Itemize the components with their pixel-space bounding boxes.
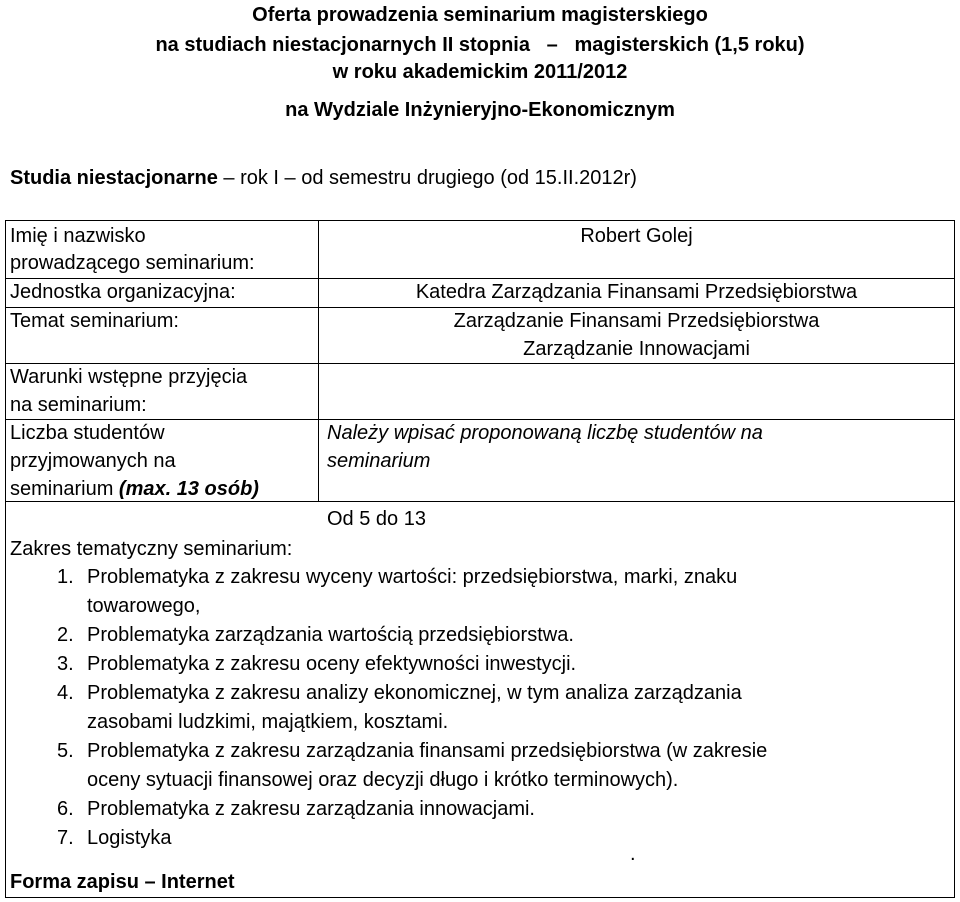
scope-item-text: Problematyka z zakresu oceny efektywności inwestycji.	[87, 653, 577, 675]
scope-item-number: 6.	[57, 798, 74, 820]
scope-item	[57, 650, 947, 679]
title-line-2-prefix: na studiach niestacjonarnych II stopnia	[155, 34, 530, 56]
study-mode-line	[10, 164, 637, 192]
scope-item-text: Problematyka z zakresu zarządzania finansami przedsiębiorstwa (w zakresie	[87, 740, 768, 762]
topic-value-2: Zarządzanie Innowacjami	[523, 338, 750, 360]
faculty-line: na Wydziale Inżynieryjno-Ekonomicznym	[285, 99, 675, 121]
scope-item-number: 5.	[57, 740, 74, 762]
title-line-3: w roku akademickim 2011/2012	[332, 61, 628, 83]
prerequisites-label-1: Warunki wstępne przyjęcia	[10, 366, 248, 388]
student-count-hint-2: seminarium	[327, 450, 431, 472]
scope-item	[57, 563, 947, 621]
scope-item-text: Problematyka z zakresu analizy ekonomicznej, w tym analiza zarządzania	[87, 682, 742, 704]
prerequisites-label-2: na seminarium:	[10, 394, 147, 416]
scope-item	[57, 679, 947, 737]
unit-label: Jednostka organizacyjna:	[10, 281, 236, 303]
title-line-1: Oferta prowadzenia seminarium magisterskiego	[252, 4, 708, 26]
title-line-2	[0, 30, 960, 60]
trailing-dot: .	[630, 843, 636, 865]
student-count-label-3a: seminarium	[10, 478, 119, 500]
scope-item-text-cont: towarowego,	[87, 595, 201, 617]
supervisor-name: Robert Golej	[580, 225, 693, 247]
student-count-label-3	[10, 475, 259, 503]
scope-item-text: Problematyka z zakresu zarządzania innowacjami.	[87, 798, 535, 820]
student-count-value: Od 5 do 13	[327, 508, 426, 530]
scope-item-text: Logistyka	[87, 827, 172, 849]
scope-item-number: 1.	[57, 566, 74, 588]
study-mode-bold: Studia niestacjonarne	[10, 167, 218, 189]
topic-value-1: Zarządzanie Finansami Przedsiębiorstwa	[453, 310, 820, 332]
scope-item	[57, 737, 947, 795]
enrollment-method: Forma zapisu – Internet	[10, 871, 235, 893]
scope-item-number: 2.	[57, 624, 74, 646]
scope-item	[57, 621, 947, 650]
scope-item-text-cont: oceny sytuacji finansowej oraz decyzji długo i krótko terminowych).	[87, 769, 679, 791]
supervisor-label-1: Imię i nazwisko	[10, 225, 146, 247]
scope-item-number: 4.	[57, 682, 74, 704]
scope-item-number: 3.	[57, 653, 74, 675]
student-count-hint-1: Należy wpisać proponowaną liczbę studentów na	[327, 422, 763, 444]
scope-label: Zakres tematyczny seminarium:	[10, 538, 293, 560]
scope-item-text: Problematyka z zakresu wyceny wartości: przedsiębiorstwa, marki, znaku	[87, 566, 738, 588]
scope-item-number: 7.	[57, 827, 74, 849]
scope-item-text: Problematyka zarządzania wartością przedsiębiorstwa.	[87, 624, 574, 646]
supervisor-label-2: prowadzącego seminarium:	[10, 252, 255, 274]
student-count-max: (max. 13 osób)	[118, 478, 259, 500]
student-count-label-1: Liczba studentów	[10, 422, 165, 444]
student-count-label-2: przyjmowanych na	[10, 450, 176, 472]
scope-item-text-cont: zasobami ludzkimi, majątkiem, kosztami.	[87, 711, 449, 733]
scope-item	[57, 824, 947, 853]
scope-list	[57, 563, 947, 853]
study-mode-rest: – rok I – od semestru drugiego (od 15.II.2012r)	[217, 167, 637, 189]
topic-label: Temat seminarium:	[10, 310, 179, 332]
title-line-2-dash: –	[546, 34, 558, 56]
unit-value: Katedra Zarządzania Finansami Przedsiębiorstwa	[415, 281, 858, 303]
seminar-form-table	[5, 220, 955, 898]
title-line-2-suffix: magisterskich (1,5 roku)	[574, 34, 805, 56]
scope-item	[57, 795, 947, 824]
